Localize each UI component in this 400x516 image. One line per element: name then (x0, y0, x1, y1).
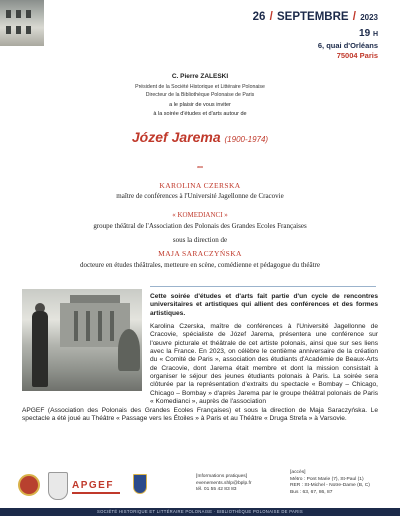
event-title (0, 129, 400, 145)
title-name: Józef Jarema (131, 129, 221, 145)
invite-line1: a le plaisir de vous inviter (169, 102, 231, 108)
access-bus: Bus : 63, 67, 86, 87 (290, 489, 333, 495)
intro-paragraph: Cette soirée d'études et d'arts fait partie d'un cycle de rencontres universitaires et artistiques qui allient des conférences et des formes artistiques. (150, 293, 378, 317)
time-suffix: H (372, 31, 378, 38)
date-month: SEPTEMBRE (277, 11, 349, 23)
apgef-logo-underline (72, 492, 120, 494)
time-hour: 19 (359, 28, 371, 39)
jarema-photo (22, 289, 142, 391)
main-paragraph-continued: APGEF (Association des Polonais des Grandes Ecoles Françaises) et sous la direction de Maja Saraczyńska. Le spectacle a été joué au Théâtre « Passage vers les Étoiles » à Paris et au Théâtre « Druga Strefa » à Varsovie. (22, 407, 378, 423)
divider (150, 286, 376, 287)
title-dates: (1900-1974) (224, 135, 269, 144)
director-role: docteure en études théâtrales, metteure en scène, comédienne et pédagogue du théâtre (79, 261, 321, 269)
practical-email[interactable]: evenements.shlp@bplp.fr (196, 480, 252, 486)
practical-phone: tél. 01 55 42 83 83 (196, 487, 237, 493)
building-photo-thumbnail (0, 0, 44, 46)
separator-stars: *** (197, 166, 203, 172)
host-role-line2: Directeur de la Bibliothèque Polonaise de Paris (145, 92, 255, 98)
group-description: groupe théâtral de l'Association des Polonais des Grandes Ecoles Françaises (93, 222, 307, 230)
society-seal-logo (18, 474, 40, 496)
apgef-logo: APGEF (72, 480, 114, 491)
access-metro: Métro : Pont Marie (7), St-Paul (1) (290, 476, 364, 482)
practical-label: [Informations pratiques] (196, 474, 248, 479)
practical-info (196, 474, 284, 494)
date-separator: / (269, 11, 273, 23)
crest-logo (48, 472, 68, 500)
shield-logo (133, 474, 147, 494)
date-year: 2023 (360, 13, 378, 22)
group-name: « KOMEDIANCI » (172, 211, 228, 219)
invite-line2: à la soirée d'études et d'arts autour de (153, 111, 247, 117)
speaker-role: maître de conférences à l'Université Jagellonne de Cracovie (116, 192, 284, 200)
access-info (290, 470, 382, 496)
host-name: C. Pierre ZALESKI (171, 73, 229, 80)
access-rer: RER : St-Michel - Notre-Dame (B, C) (290, 483, 370, 489)
host-role-line1: Président de la Société Historique et Littéraire Polonaise (135, 84, 265, 90)
access-label: [accès] (290, 470, 306, 475)
event-time (359, 28, 378, 39)
main-paragraph: Karolina Czerska, maître de conférences à l'Université Jagellonne de Cracovie, spécialiste de Józef Jarema, présentera une conférence sur l'œuvre picturale et théâtrale de cet artiste polonais, ainsi que sur ses liens avec la France. En 2023, on célèbre le centième anniversaire de la création du « Comité de Paris », association des étudiants d'Académie de Beaux-Arts de Cracovie, dont Jarema était membre et dont la mission consistait à organiser le séjour des jeunes étudiants polonais à Paris. La soirée sera clôturée par la représentation d'extraits du spectacle « Bombay – Chicago, Chicago – Bombay » d'après Jarema par le groupe théâtral polonais de Paris « Komedianci », auprès de l'association (150, 323, 378, 406)
partner-logos (18, 470, 138, 506)
speaker-name: KAROLINA CZERSKA (159, 181, 241, 190)
direction-label: sous la direction de (172, 236, 228, 244)
address-street: 6, quai d'Orléans (317, 41, 378, 50)
footer-text: SOCIÉTÉ HISTORIQUE ET LITTÉRAIRE POLONAISE · BIBLIOTHÈQUE POLONAISE DE PARIS (97, 509, 303, 514)
director-name: MAJA SARACZYŃSKA (158, 249, 242, 258)
address-city: 75004 Paris (336, 51, 378, 60)
event-date (253, 11, 378, 23)
date-separator: / (352, 11, 356, 23)
date-day: 26 (252, 11, 266, 23)
